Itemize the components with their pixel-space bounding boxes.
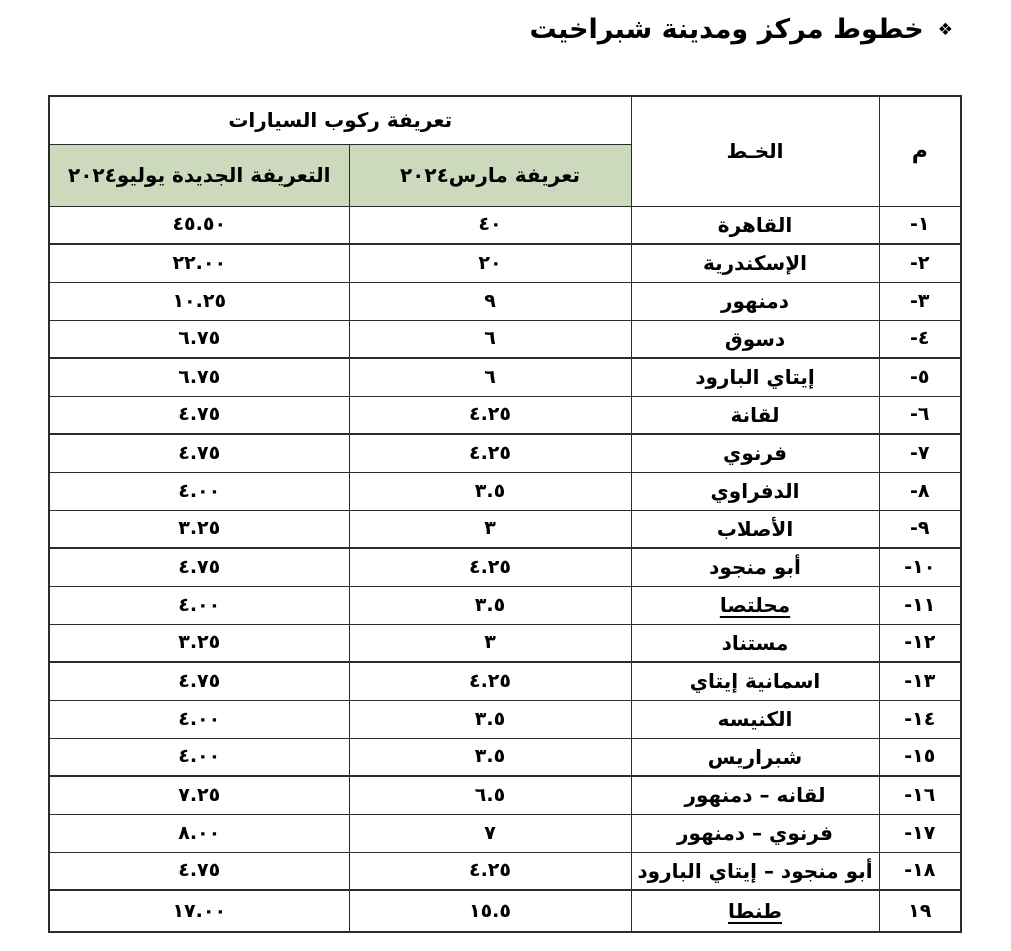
table-row <box>49 282 961 320</box>
fare-july-cell: ٤٥.٥٠ <box>49 206 349 244</box>
table-row <box>49 548 961 586</box>
line-name-cell: شبراريس <box>631 738 879 776</box>
fare-table-body <box>49 206 961 932</box>
line-name-cell: إيتاي البارود <box>631 358 879 396</box>
serial-cell: ٩- <box>879 510 961 548</box>
fare-march-cell: ٣ <box>349 624 631 662</box>
page-title-text: خطوط مركز ومدينة شبراخيت <box>529 14 924 45</box>
fare-march-cell: ٧ <box>349 814 631 852</box>
table-row <box>49 852 961 890</box>
serial-cell: ١٧- <box>879 814 961 852</box>
table-row <box>49 890 961 932</box>
line-name-cell: الأصلاب <box>631 510 879 548</box>
fare-march-cell: ٤٠ <box>349 206 631 244</box>
fare-march-cell: ٦ <box>349 320 631 358</box>
fare-july-cell: ٦.٧٥ <box>49 320 349 358</box>
table-row <box>49 510 961 548</box>
fare-march-cell: ٤.٢٥ <box>349 662 631 700</box>
fare-july-cell: ٣.٢٥ <box>49 624 349 662</box>
fare-july-cell: ٦.٧٥ <box>49 358 349 396</box>
fare-march-cell: ٣ <box>349 510 631 548</box>
fare-july-cell: ١٠.٢٥ <box>49 282 349 320</box>
diamond-bullet-icon: ❖ <box>937 20 953 40</box>
serial-cell: ٢- <box>879 244 961 282</box>
fare-march-cell: ٣.٥ <box>349 700 631 738</box>
table-row <box>49 320 961 358</box>
fare-march-cell: ٩ <box>349 282 631 320</box>
fare-july-cell: ١٧.٠٠ <box>49 890 349 932</box>
table-row <box>49 472 961 510</box>
table-row <box>49 776 961 814</box>
fare-july-cell: ٤.٧٥ <box>49 662 349 700</box>
serial-cell: ٦- <box>879 396 961 434</box>
fare-march-cell: ٣.٥ <box>349 738 631 776</box>
fare-july-cell: ٤.٧٥ <box>49 434 349 472</box>
table-row <box>49 358 961 396</box>
page-title <box>529 14 953 45</box>
fare-july-cell: ٤.٠٠ <box>49 472 349 510</box>
fare-march-cell: ٤.٢٥ <box>349 548 631 586</box>
fare-march-cell: ٦ <box>349 358 631 396</box>
fare-july-cell: ٤.٧٥ <box>49 548 349 586</box>
header-row-group <box>49 96 961 144</box>
fare-july-cell: ٤.٠٠ <box>49 586 349 624</box>
serial-cell: ١٨- <box>879 852 961 890</box>
serial-cell: ١- <box>879 206 961 244</box>
line-name-cell: مستناد <box>631 624 879 662</box>
serial-cell: ١٤- <box>879 700 961 738</box>
fare-july-cell: ٨.٠٠ <box>49 814 349 852</box>
column-header-fare-july-2024: التعريفة الجديدة يوليو٢٠٢٤ <box>49 144 349 206</box>
fare-march-cell: ٢٠ <box>349 244 631 282</box>
column-header-fare-march-2024: تعريفة مارس٢٠٢٤ <box>349 144 631 206</box>
table-row <box>49 586 961 624</box>
fare-march-cell: ١٥.٥ <box>349 890 631 932</box>
line-name-cell: طنطا <box>631 890 879 932</box>
column-header-serial: م <box>879 96 961 206</box>
line-name-cell: لقانه – دمنهور <box>631 776 879 814</box>
serial-cell: ١٠- <box>879 548 961 586</box>
serial-cell: ٣- <box>879 282 961 320</box>
table-row <box>49 206 961 244</box>
column-header-line: الخـط <box>631 96 879 206</box>
table-row <box>49 396 961 434</box>
column-header-fare-group: تعريفة ركوب السيارات <box>49 96 631 144</box>
fare-july-cell: ٤.٧٥ <box>49 852 349 890</box>
table-row <box>49 738 961 776</box>
fare-march-cell: ٦.٥ <box>349 776 631 814</box>
serial-cell: ١٢- <box>879 624 961 662</box>
line-name-cell: دسوق <box>631 320 879 358</box>
line-name-cell: القاهرة <box>631 206 879 244</box>
fare-july-cell: ٤.٠٠ <box>49 738 349 776</box>
table-row <box>49 434 961 472</box>
serial-cell: ١٥- <box>879 738 961 776</box>
fare-march-cell: ٣.٥ <box>349 586 631 624</box>
fare-july-cell: ٤.٧٥ <box>49 396 349 434</box>
fare-march-cell: ٤.٢٥ <box>349 434 631 472</box>
fare-march-cell: ٤.٢٥ <box>349 396 631 434</box>
serial-cell: ٥- <box>879 358 961 396</box>
table-row <box>49 662 961 700</box>
fare-table-header <box>49 96 961 206</box>
line-name-cell: لقانة <box>631 396 879 434</box>
line-name-cell: أبو منجود <box>631 548 879 586</box>
serial-cell: ١٣- <box>879 662 961 700</box>
fare-july-cell: ٤.٠٠ <box>49 700 349 738</box>
fare-july-cell: ٢٢.٠٠ <box>49 244 349 282</box>
serial-cell: ١٩ <box>879 890 961 932</box>
fare-july-cell: ٣.٢٥ <box>49 510 349 548</box>
line-name-cell: فرنوي – دمنهور <box>631 814 879 852</box>
line-name-cell: دمنهور <box>631 282 879 320</box>
table-row <box>49 244 961 282</box>
line-name-cell: اسمانية إيتاي <box>631 662 879 700</box>
serial-cell: ٤- <box>879 320 961 358</box>
serial-cell: ٨- <box>879 472 961 510</box>
table-row <box>49 624 961 662</box>
table-row <box>49 814 961 852</box>
line-name-cell: الكنيسه <box>631 700 879 738</box>
serial-cell: ٧- <box>879 434 961 472</box>
table-row <box>49 700 961 738</box>
line-name-cell: محلتصا <box>631 586 879 624</box>
serial-cell: ١١- <box>879 586 961 624</box>
fare-table <box>48 95 962 933</box>
serial-cell: ١٦- <box>879 776 961 814</box>
line-name-cell: الإسكندرية <box>631 244 879 282</box>
line-name-cell: فرنوي <box>631 434 879 472</box>
line-name-cell: الدفراوي <box>631 472 879 510</box>
fare-july-cell: ٧.٢٥ <box>49 776 349 814</box>
line-name-cell: أبو منجود – إيتاي البارود <box>631 852 879 890</box>
fare-march-cell: ٣.٥ <box>349 472 631 510</box>
fare-march-cell: ٤.٢٥ <box>349 852 631 890</box>
